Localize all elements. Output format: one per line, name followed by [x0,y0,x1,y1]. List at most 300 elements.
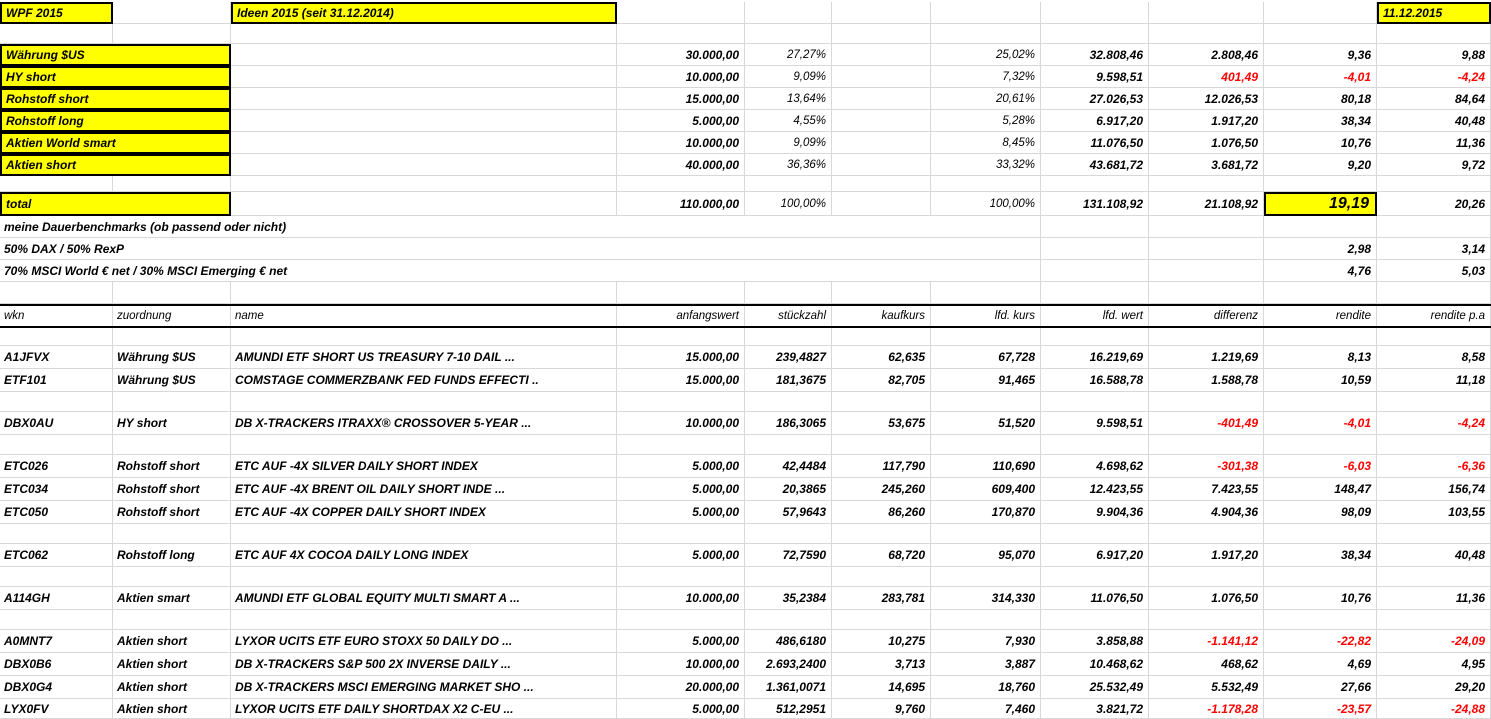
rendite-pa-cell[interactable]: 156,74 [1377,478,1491,501]
wkn-cell[interactable]: A0MNT7 [0,630,113,653]
differenz-cell[interactable]: 1.588,78 [1149,369,1264,392]
empty-cell[interactable] [832,524,931,544]
empty-cell[interactable] [832,328,931,346]
anfangswert-cell[interactable]: 15.000,00 [617,369,745,392]
empty-cell[interactable] [1264,524,1377,544]
zuordnung-cell[interactable]: Aktien smart [113,587,231,610]
empty-cell[interactable] [231,88,617,110]
rendite-pa-cell[interactable]: 11,18 [1377,369,1491,392]
empty-cell[interactable] [745,567,832,587]
empty-cell[interactable] [617,176,745,192]
empty-cell[interactable] [1264,567,1377,587]
anteil-plan-cell[interactable]: 4,55% [745,110,832,132]
differenz-cell[interactable]: 3.681,72 [1149,154,1264,176]
empty-cell[interactable] [832,154,931,176]
differenz-cell[interactable]: 7.423,55 [1149,478,1264,501]
empty-cell[interactable] [832,176,931,192]
name-cell[interactable]: ETC AUF -4X BRENT OIL DAILY SHORT INDE ... [231,478,617,501]
col-header-rendite-pa[interactable]: rendite p.a [1377,306,1491,326]
rendite-cell[interactable]: 4,69 [1264,653,1377,676]
empty-cell[interactable] [0,610,113,630]
anfangswert-cell[interactable]: 5.000,00 [617,110,745,132]
empty-cell[interactable] [0,392,113,412]
empty-cell[interactable] [745,176,832,192]
zuordnung-cell[interactable]: Rohstoff long [113,544,231,567]
name-cell[interactable]: DB X-TRACKERS MSCI EMERGING MARKET SHO ... [231,676,617,699]
anfangswert-cell[interactable]: 5.000,00 [617,544,745,567]
ideen-title[interactable]: Ideen 2015 (seit 31.12.2014) [231,2,617,24]
empty-cell[interactable] [231,66,617,88]
differenz-cell[interactable]: -401,49 [1149,412,1264,435]
col-header-differenz[interactable]: differenz [1149,306,1264,326]
rendite-pa-cell[interactable]: 9,72 [1377,154,1491,176]
anfangswert-cell[interactable]: 40.000,00 [617,154,745,176]
lfd-kurs-cell[interactable]: 110,690 [931,455,1041,478]
rendite-pa-cell[interactable]: 11,36 [1377,132,1491,154]
empty-cell[interactable] [1149,2,1264,24]
lfd-wert-cell[interactable]: 11.076,50 [1041,587,1149,610]
empty-cell[interactable] [745,282,832,304]
anteil-ist-cell[interactable]: 7,32% [931,66,1041,88]
empty-cell[interactable] [1264,610,1377,630]
total-anfangswert[interactable]: 110.000,00 [617,192,745,216]
empty-cell[interactable] [1264,216,1377,238]
wpf-title[interactable]: WPF 2015 [0,2,113,24]
wert-cell[interactable]: 43.681,72 [1041,154,1149,176]
kaufkurs-cell[interactable]: 9,760 [832,699,931,719]
lfd-wert-cell[interactable]: 9.598,51 [1041,412,1149,435]
empty-cell[interactable] [745,524,832,544]
lfd-wert-cell[interactable]: 3.858,88 [1041,630,1149,653]
empty-cell[interactable] [1149,524,1264,544]
empty-cell[interactable] [1377,176,1491,192]
differenz-cell[interactable]: 1.076,50 [1149,132,1264,154]
empty-cell[interactable] [1041,524,1149,544]
rendite-cell[interactable]: 148,47 [1264,478,1377,501]
name-cell[interactable]: ETC AUF -4X SILVER DAILY SHORT INDEX [231,455,617,478]
anfangswert-cell[interactable]: 10.000,00 [617,653,745,676]
empty-cell[interactable] [0,282,113,304]
benchmark-section-title[interactable]: meine Dauerbenchmarks (ob passend oder nicht) [0,216,1041,238]
category-label[interactable]: Rohstoff short [0,88,231,110]
anfangswert-cell[interactable]: 10.000,00 [617,587,745,610]
empty-cell[interactable] [745,610,832,630]
category-label[interactable]: Aktien short [0,154,231,176]
empty-cell[interactable] [745,24,832,44]
empty-cell[interactable] [1264,392,1377,412]
empty-cell[interactable] [1041,282,1149,304]
rendite-cell[interactable]: -23,57 [1264,699,1377,719]
kaufkurs-cell[interactable]: 117,790 [832,455,931,478]
empty-cell[interactable] [0,435,113,455]
empty-cell[interactable] [1264,282,1377,304]
empty-cell[interactable] [0,176,113,192]
empty-cell[interactable] [1149,238,1264,260]
differenz-cell[interactable]: 401,49 [1149,66,1264,88]
zuordnung-cell[interactable]: Aktien short [113,630,231,653]
lfd-wert-cell[interactable]: 10.468,62 [1041,653,1149,676]
differenz-cell[interactable]: 1.917,20 [1149,544,1264,567]
empty-cell[interactable] [1377,524,1491,544]
differenz-cell[interactable]: 4.904,36 [1149,501,1264,524]
total-rendite-pa[interactable]: 20,26 [1377,192,1491,216]
col-header-stueckzahl[interactable]: stückzahl [745,306,832,326]
kaufkurs-cell[interactable]: 53,675 [832,412,931,435]
anfangswert-cell[interactable]: 20.000,00 [617,676,745,699]
col-header-wkn[interactable]: wkn [0,306,113,326]
rendite-pa-cell[interactable]: -6,36 [1377,455,1491,478]
name-cell[interactable]: DB X-TRACKERS S&P 500 2X INVERSE DAILY ... [231,653,617,676]
empty-cell[interactable] [617,2,745,24]
empty-cell[interactable] [931,567,1041,587]
empty-cell[interactable] [617,524,745,544]
empty-cell[interactable] [1041,328,1149,346]
empty-cell[interactable] [832,282,931,304]
anteil-plan-cell[interactable]: 27,27% [745,44,832,66]
wkn-cell[interactable]: A1JFVX [0,346,113,369]
zuordnung-cell[interactable]: Währung $US [113,346,231,369]
anfangswert-cell[interactable]: 15.000,00 [617,88,745,110]
rendite-pa-cell[interactable]: -4,24 [1377,412,1491,435]
wert-cell[interactable]: 11.076,50 [1041,132,1149,154]
lfd-wert-cell[interactable]: 9.904,36 [1041,501,1149,524]
rendite-cell[interactable]: 10,59 [1264,369,1377,392]
differenz-cell[interactable]: 1.917,20 [1149,110,1264,132]
empty-cell[interactable] [1264,176,1377,192]
empty-cell[interactable] [231,192,617,216]
empty-cell[interactable] [1264,328,1377,346]
stueckzahl-cell[interactable]: 239,4827 [745,346,832,369]
name-cell[interactable]: ETC AUF -4X COPPER DAILY SHORT INDEX [231,501,617,524]
wkn-cell[interactable]: DBX0AU [0,412,113,435]
lfd-wert-cell[interactable]: 4.698,62 [1041,455,1149,478]
empty-cell[interactable] [231,24,617,44]
empty-cell[interactable] [931,524,1041,544]
empty-cell[interactable] [1149,610,1264,630]
zuordnung-cell[interactable]: Rohstoff short [113,455,231,478]
anfangswert-cell[interactable]: 5.000,00 [617,455,745,478]
empty-cell[interactable] [231,610,617,630]
empty-cell[interactable] [231,44,617,66]
total-differenz[interactable]: 21.108,92 [1149,192,1264,216]
wkn-cell[interactable]: ETC034 [0,478,113,501]
empty-cell[interactable] [1264,24,1377,44]
empty-cell[interactable] [617,282,745,304]
empty-cell[interactable] [931,282,1041,304]
wkn-cell[interactable]: DBX0G4 [0,676,113,699]
empty-cell[interactable] [1149,260,1264,282]
empty-cell[interactable] [931,328,1041,346]
stueckzahl-cell[interactable]: 20,3865 [745,478,832,501]
empty-cell[interactable] [113,435,231,455]
anteil-ist-cell[interactable]: 5,28% [931,110,1041,132]
empty-cell[interactable] [745,2,832,24]
empty-cell[interactable] [1377,567,1491,587]
lfd-wert-cell[interactable]: 12.423,55 [1041,478,1149,501]
empty-cell[interactable] [745,435,832,455]
empty-cell[interactable] [617,392,745,412]
differenz-cell[interactable]: 5.532,49 [1149,676,1264,699]
anteil-ist-cell[interactable]: 33,32% [931,154,1041,176]
category-label[interactable]: Rohstoff long [0,110,231,132]
name-cell[interactable]: LYXOR UCITS ETF EURO STOXX 50 DAILY DO ... [231,630,617,653]
empty-cell[interactable] [832,110,931,132]
anfangswert-cell[interactable]: 15.000,00 [617,346,745,369]
kaufkurs-cell[interactable]: 68,720 [832,544,931,567]
empty-cell[interactable] [113,24,231,44]
stueckzahl-cell[interactable]: 181,3675 [745,369,832,392]
empty-cell[interactable] [1041,435,1149,455]
rendite-cell[interactable]: -6,03 [1264,455,1377,478]
empty-cell[interactable] [231,176,617,192]
col-header-kaufkurs[interactable]: kaufkurs [832,306,931,326]
empty-cell[interactable] [1041,260,1149,282]
empty-cell[interactable] [0,567,113,587]
empty-cell[interactable] [931,435,1041,455]
empty-cell[interactable] [832,610,931,630]
col-header-zuordnung[interactable]: zuordnung [113,306,231,326]
wkn-cell[interactable]: LYX0FV [0,699,113,719]
stueckzahl-cell[interactable]: 186,3065 [745,412,832,435]
empty-cell[interactable] [832,2,931,24]
wkn-cell[interactable]: A114GH [0,587,113,610]
lfd-wert-cell[interactable]: 6.917,20 [1041,544,1149,567]
rendite-pa-cell[interactable]: 40,48 [1377,110,1491,132]
empty-cell[interactable] [1377,24,1491,44]
empty-cell[interactable] [745,392,832,412]
empty-cell[interactable] [1041,610,1149,630]
empty-cell[interactable] [1264,435,1377,455]
empty-cell[interactable] [231,282,617,304]
wert-cell[interactable]: 6.917,20 [1041,110,1149,132]
lfd-kurs-cell[interactable]: 7,460 [931,699,1041,719]
zuordnung-cell[interactable]: Aktien short [113,676,231,699]
wkn-cell[interactable]: ETC062 [0,544,113,567]
zuordnung-cell[interactable]: Rohstoff short [113,501,231,524]
empty-cell[interactable] [0,524,113,544]
rendite-cell[interactable]: 38,34 [1264,110,1377,132]
differenz-cell[interactable]: 12.026,53 [1149,88,1264,110]
stueckzahl-cell[interactable]: 2.693,2400 [745,653,832,676]
anteil-ist-cell[interactable]: 8,45% [931,132,1041,154]
rendite-pa-cell[interactable]: -4,24 [1377,66,1491,88]
anfangswert-cell[interactable]: 10.000,00 [617,132,745,154]
differenz-cell[interactable]: 1.219,69 [1149,346,1264,369]
stueckzahl-cell[interactable]: 1.361,0071 [745,676,832,699]
rendite-cell[interactable]: 98,09 [1264,501,1377,524]
empty-cell[interactable] [0,24,113,44]
empty-cell[interactable] [1041,24,1149,44]
stueckzahl-cell[interactable]: 42,4484 [745,455,832,478]
empty-cell[interactable] [231,154,617,176]
lfd-kurs-cell[interactable]: 170,870 [931,501,1041,524]
empty-cell[interactable] [231,435,617,455]
empty-cell[interactable] [113,282,231,304]
empty-cell[interactable] [1149,216,1264,238]
col-header-anfangswert[interactable]: anfangswert [617,306,745,326]
empty-cell[interactable] [1377,282,1491,304]
empty-cell[interactable] [113,610,231,630]
anteil-ist-cell[interactable]: 25,02% [931,44,1041,66]
empty-cell[interactable] [832,66,931,88]
rendite-cell[interactable]: 38,34 [1264,544,1377,567]
empty-cell[interactable] [1149,328,1264,346]
kaufkurs-cell[interactable]: 82,705 [832,369,931,392]
total-label[interactable]: total [0,192,231,216]
total-anteil-plan[interactable]: 100,00% [745,192,832,216]
empty-cell[interactable] [1149,435,1264,455]
rendite-cell[interactable]: 10,76 [1264,587,1377,610]
empty-cell[interactable] [113,2,231,24]
kaufkurs-cell[interactable]: 86,260 [832,501,931,524]
empty-cell[interactable] [1377,610,1491,630]
anfangswert-cell[interactable]: 5.000,00 [617,630,745,653]
col-header-lfd-wert[interactable]: lfd. wert [1041,306,1149,326]
empty-cell[interactable] [1041,567,1149,587]
rendite-cell[interactable]: 9,20 [1264,154,1377,176]
differenz-cell[interactable]: -1.178,28 [1149,699,1264,719]
differenz-cell[interactable]: -301,38 [1149,455,1264,478]
anfangswert-cell[interactable]: 5.000,00 [617,478,745,501]
rendite-pa-cell[interactable]: 40,48 [1377,544,1491,567]
empty-cell[interactable] [231,132,617,154]
name-cell[interactable]: ETC AUF 4X COCOA DAILY LONG INDEX [231,544,617,567]
empty-cell[interactable] [931,392,1041,412]
stueckzahl-cell[interactable]: 57,9643 [745,501,832,524]
rendite-pa-cell[interactable]: 8,58 [1377,346,1491,369]
differenz-cell[interactable]: 2.808,46 [1149,44,1264,66]
rendite-pa-cell[interactable]: 29,20 [1377,676,1491,699]
empty-cell[interactable] [617,435,745,455]
empty-cell[interactable] [1041,176,1149,192]
empty-cell[interactable] [231,524,617,544]
empty-cell[interactable] [113,176,231,192]
empty-cell[interactable] [231,110,617,132]
empty-cell[interactable] [1149,24,1264,44]
differenz-cell[interactable]: 468,62 [1149,653,1264,676]
wkn-cell[interactable]: ETC026 [0,455,113,478]
wkn-cell[interactable]: DBX0B6 [0,653,113,676]
rendite-pa-cell[interactable]: 84,64 [1377,88,1491,110]
report-date[interactable]: 11.12.2015 [1377,2,1491,24]
col-header-lfd-kurs[interactable]: lfd. kurs [931,306,1041,326]
benchmark-label[interactable]: 50% DAX / 50% RexP [0,238,1041,260]
empty-cell[interactable] [931,176,1041,192]
empty-cell[interactable] [1149,282,1264,304]
anfangswert-cell[interactable]: 10.000,00 [617,66,745,88]
empty-cell[interactable] [113,328,231,346]
empty-cell[interactable] [617,610,745,630]
rendite-pa-cell[interactable]: 9,88 [1377,44,1491,66]
kaufkurs-cell[interactable]: 10,275 [832,630,931,653]
kaufkurs-cell[interactable]: 245,260 [832,478,931,501]
zuordnung-cell[interactable]: Aktien short [113,699,231,719]
empty-cell[interactable] [1377,435,1491,455]
empty-cell[interactable] [617,328,745,346]
rendite-cell[interactable]: -4,01 [1264,412,1377,435]
rendite-cell[interactable]: -22,82 [1264,630,1377,653]
kaufkurs-cell[interactable]: 14,695 [832,676,931,699]
category-label[interactable]: HY short [0,66,231,88]
zuordnung-cell[interactable]: Aktien short [113,653,231,676]
empty-cell[interactable] [0,328,113,346]
lfd-wert-cell[interactable]: 16.219,69 [1041,346,1149,369]
empty-cell[interactable] [1377,392,1491,412]
kaufkurs-cell[interactable]: 3,713 [832,653,931,676]
total-anteil-ist[interactable]: 100,00% [931,192,1041,216]
benchmark-label[interactable]: 70% MSCI World € net / 30% MSCI Emerging € net [0,260,1041,282]
total-rendite-highlight[interactable]: 19,19 [1264,192,1377,216]
rendite-cell[interactable]: 8,13 [1264,346,1377,369]
wkn-cell[interactable]: ETF101 [0,369,113,392]
name-cell[interactable]: DB X-TRACKERS ITRAXX® CROSSOVER 5-YEAR ... [231,412,617,435]
rendite-pa-cell[interactable]: -24,09 [1377,630,1491,653]
total-wert[interactable]: 131.108,92 [1041,192,1149,216]
stueckzahl-cell[interactable]: 72,7590 [745,544,832,567]
lfd-kurs-cell[interactable]: 91,465 [931,369,1041,392]
category-label[interactable]: Währung $US [0,44,231,66]
lfd-wert-cell[interactable]: 3.821,72 [1041,699,1149,719]
empty-cell[interactable] [1041,216,1149,238]
wert-cell[interactable]: 27.026,53 [1041,88,1149,110]
anfangswert-cell[interactable]: 30.000,00 [617,44,745,66]
rendite-pa-cell[interactable]: 11,36 [1377,587,1491,610]
lfd-kurs-cell[interactable]: 95,070 [931,544,1041,567]
empty-cell[interactable] [617,24,745,44]
benchmark-rendite[interactable]: 2,98 [1264,238,1377,260]
empty-cell[interactable] [231,392,617,412]
zuordnung-cell[interactable]: Währung $US [113,369,231,392]
wkn-cell[interactable]: ETC050 [0,501,113,524]
benchmark-rendite-pa[interactable]: 3,14 [1377,238,1491,260]
zuordnung-cell[interactable]: Rohstoff short [113,478,231,501]
rendite-cell[interactable]: 10,76 [1264,132,1377,154]
empty-cell[interactable] [113,524,231,544]
kaufkurs-cell[interactable]: 62,635 [832,346,931,369]
empty-cell[interactable] [1377,328,1491,346]
empty-cell[interactable] [1149,392,1264,412]
col-header-rendite[interactable]: rendite [1264,306,1377,326]
wert-cell[interactable]: 32.808,46 [1041,44,1149,66]
rendite-pa-cell[interactable]: 103,55 [1377,501,1491,524]
name-cell[interactable]: AMUNDI ETF SHORT US TREASURY 7-10 DAIL ... [231,346,617,369]
empty-cell[interactable] [1377,216,1491,238]
col-header-name[interactable]: name [231,306,617,326]
empty-cell[interactable] [1041,238,1149,260]
lfd-wert-cell[interactable]: 16.588,78 [1041,369,1149,392]
empty-cell[interactable] [931,24,1041,44]
lfd-kurs-cell[interactable]: 7,930 [931,630,1041,653]
empty-cell[interactable] [832,435,931,455]
anfangswert-cell[interactable]: 5.000,00 [617,699,745,719]
empty-cell[interactable] [931,2,1041,24]
lfd-wert-cell[interactable]: 25.532,49 [1041,676,1149,699]
category-label[interactable]: Aktien World smart [0,132,231,154]
name-cell[interactable]: AMUNDI ETF GLOBAL EQUITY MULTI SMART A ... [231,587,617,610]
empty-cell[interactable] [1041,392,1149,412]
name-cell[interactable]: COMSTAGE COMMERZBANK FED FUNDS EFFECTI .. [231,369,617,392]
empty-cell[interactable] [832,88,931,110]
stueckzahl-cell[interactable]: 35,2384 [745,587,832,610]
empty-cell[interactable] [832,567,931,587]
name-cell[interactable]: LYXOR UCITS ETF DAILY SHORTDAX X2 C-EU ... [231,699,617,719]
empty-cell[interactable] [1149,567,1264,587]
empty-cell[interactable] [113,392,231,412]
rendite-pa-cell[interactable]: -24,88 [1377,699,1491,719]
lfd-kurs-cell[interactable]: 3,887 [931,653,1041,676]
anteil-plan-cell[interactable]: 9,09% [745,132,832,154]
empty-cell[interactable] [1149,176,1264,192]
